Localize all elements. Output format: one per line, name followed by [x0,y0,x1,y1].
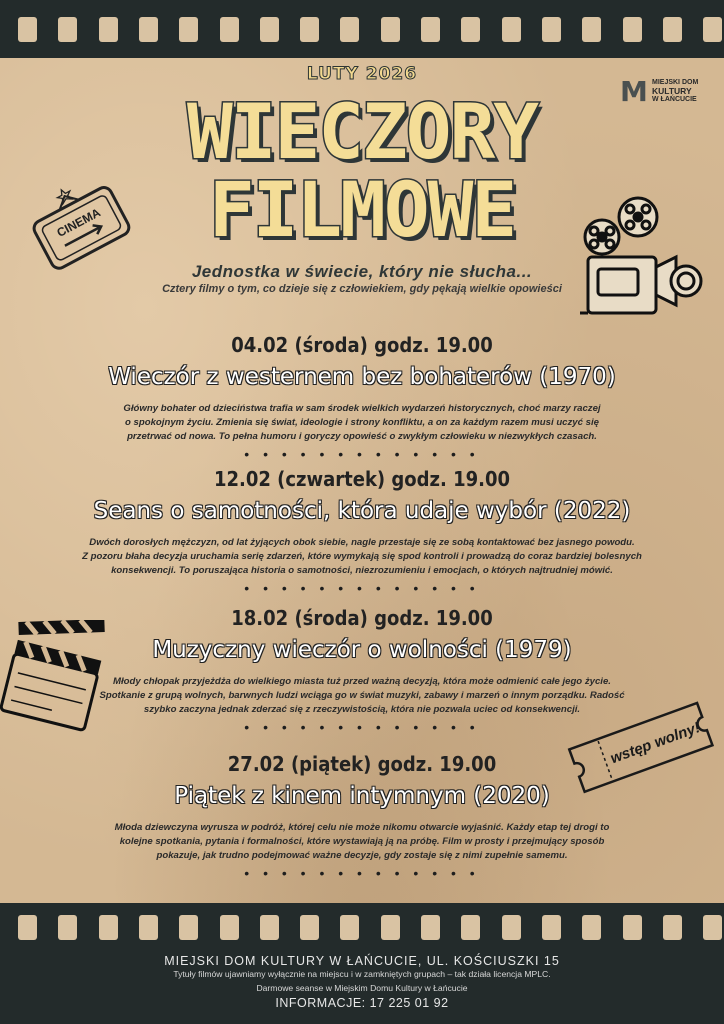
film-strip-hole [421,915,440,940]
film-strip-hole [99,915,118,940]
event-description-line: Dwóch dorosłych mężczyzn, od lat żyjących obok siebie, nagle przestaje się ze sobą kontaktować bez jasnego powodu. [89,537,635,548]
film-strip-hole [340,915,359,940]
footer-license-note: Tytuły filmów ujawniamy wyłącznie na miejscu i w zamkniętych grupach – tak działa licencja MPLC. [173,969,551,979]
footer-free-note: Darmowe seanse w Miejskim Domu Kultury w Łańcucie [256,983,468,993]
film-strip-hole [179,915,198,940]
event-description-line: przetrwać od nowa. To pełna humoru i goryczy opowieść o zwykłym człowieku w niezwykłych czasach. [127,431,597,442]
film-strip-hole [139,915,158,940]
film-strip-hole [663,915,682,940]
event-title: Seans o samotności, która udaje wybór (2022) [93,498,631,524]
film-strip-hole [703,17,722,42]
event-title: Wieczór z westernem bez bohaterów (1970) [108,364,616,390]
film-strip-hole [542,17,561,42]
film-strip-hole [58,17,77,42]
title-line-1: WIECZORY [186,87,538,176]
film-strip-hole [381,17,400,42]
dotted-separator: • • • • • • • • • • • • • [244,719,480,735]
event-description-line: Spotkanie z grupą wolnych, barwnych ludzi wciąga go w świat muzyki, zabawy i marzeń o innym porządku. Radość [99,690,625,701]
title-line-2: FILMOWE [208,165,516,254]
film-strip-hole [421,17,440,42]
event-title: Muzyczny wieczór o wolności (1979) [152,637,572,663]
film-strip-hole [18,17,37,42]
event-title: Piątek z kinem intymnym (2020) [174,783,550,809]
film-strip-hole [220,915,239,940]
film-strip-hole [502,915,521,940]
event-date: 12.02 (czwartek) godz. 19.00 [213,467,511,491]
film-strip-hole [300,915,319,940]
event-description-line: pokazuje, jak trudno podejmować ważne decyzje, gdy zostaje się z nimi zupełnie samemu. [156,850,568,861]
film-strip-hole [502,17,521,42]
film-strip-hole [381,915,400,940]
event-description-line: szybko zaczyna jednak zderzać się z rzeczywistością, która nie pozwala uciec od konsekwencji. [143,704,581,715]
film-strip-hole [663,17,682,42]
film-strip-hole [139,17,158,42]
event-description-line: o spokojnym życiu. Zmienia się świat, ideologie i strony konfliktu, a on za każdym razem musi uczyć się [125,417,599,428]
cinema-sign-icon [26,180,136,275]
film-strip-hole [260,915,279,940]
event-description-line: kolejne spotkania, pytania i formalności, które wystawiają ją na próbę. Film w prosty i przejmujący sposób [119,836,605,847]
tagline: Cztery filmy o tym, co dzieje się z człowiekiem, gdy pękają wielkie opowieści [162,283,562,295]
film-strip-top [0,0,724,58]
footer-address: MIEJSKI DOM KULTURY W ŁAŃCUCIE, UL. KOŚCIUSZKI 15 [164,954,560,968]
film-projector-icon [580,195,704,325]
film-strip-hole [260,17,279,42]
event-description-line: konsekwencji. To poruszająca historia o samotności, niezrozumieniu i emocjach, o których najtrudniej mówić. [111,565,613,576]
logo-line-1: MIEJSKI DOM [652,79,699,86]
film-strip-hole [179,17,198,42]
film-strip-hole [99,17,118,42]
logo-line-3: W ŁAŃCUCIE [652,96,697,103]
film-strip-hole [300,17,319,42]
footer-info-phone: INFORMACJE: 17 225 01 92 [275,996,449,1010]
film-strip-hole [220,17,239,42]
film-strip-hole [542,915,561,940]
film-strip-hole [703,915,722,940]
logo-mark: M [620,75,648,108]
film-strip-hole [623,17,642,42]
dotted-separator: • • • • • • • • • • • • • [244,865,480,881]
film-strip-hole [58,915,77,940]
film-strip-hole [461,17,480,42]
logo-line-2: KULTURY [652,86,692,96]
month-label: LUTY 2026 [306,64,418,84]
event-date: 27.02 (piątek) godz. 19.00 [227,752,497,776]
film-strip-hole [340,17,359,42]
event-description-line: Młody chłopak przyjeżdża do wielkiego miasta tuż przed ważną decyzją, która może odmienić całe jego życie. [113,676,611,687]
film-strip-hole [461,915,480,940]
dotted-separator: • • • • • • • • • • • • • [244,580,480,596]
film-strip-hole [18,915,37,940]
subtitle: Jednostka w świecie, który nie słucha... [191,262,533,281]
event-description-line: Główny bohater od dzieciństwa trafia w sam środek wielkich wydarzeń historycznych, choć marzy raczej [123,403,601,414]
film-strip-hole [582,17,601,42]
film-strip-hole [582,915,601,940]
cinema-sign-text: CINEMA [54,205,103,240]
event-date: 18.02 (środa) godz. 19.00 [231,606,493,630]
dotted-separator: • • • • • • • • • • • • • [244,446,480,462]
event-date: 04.02 (środa) godz. 19.00 [231,333,493,357]
event-description-line: Z pozoru błaha decyzja uruchamia serię zdarzeń, które wymykają się spod kontroli i prowadzą do coraz bardziej bolesnych [82,551,642,562]
film-strip-hole [623,915,642,940]
event-description-line: Młoda dziewczyna wyrusza w podróż, której celu nie może nikomu otwarcie wyjaśnić. Każdy etap tej drogi to [114,822,610,833]
ticket-text: wstęp wolny! [608,719,703,768]
